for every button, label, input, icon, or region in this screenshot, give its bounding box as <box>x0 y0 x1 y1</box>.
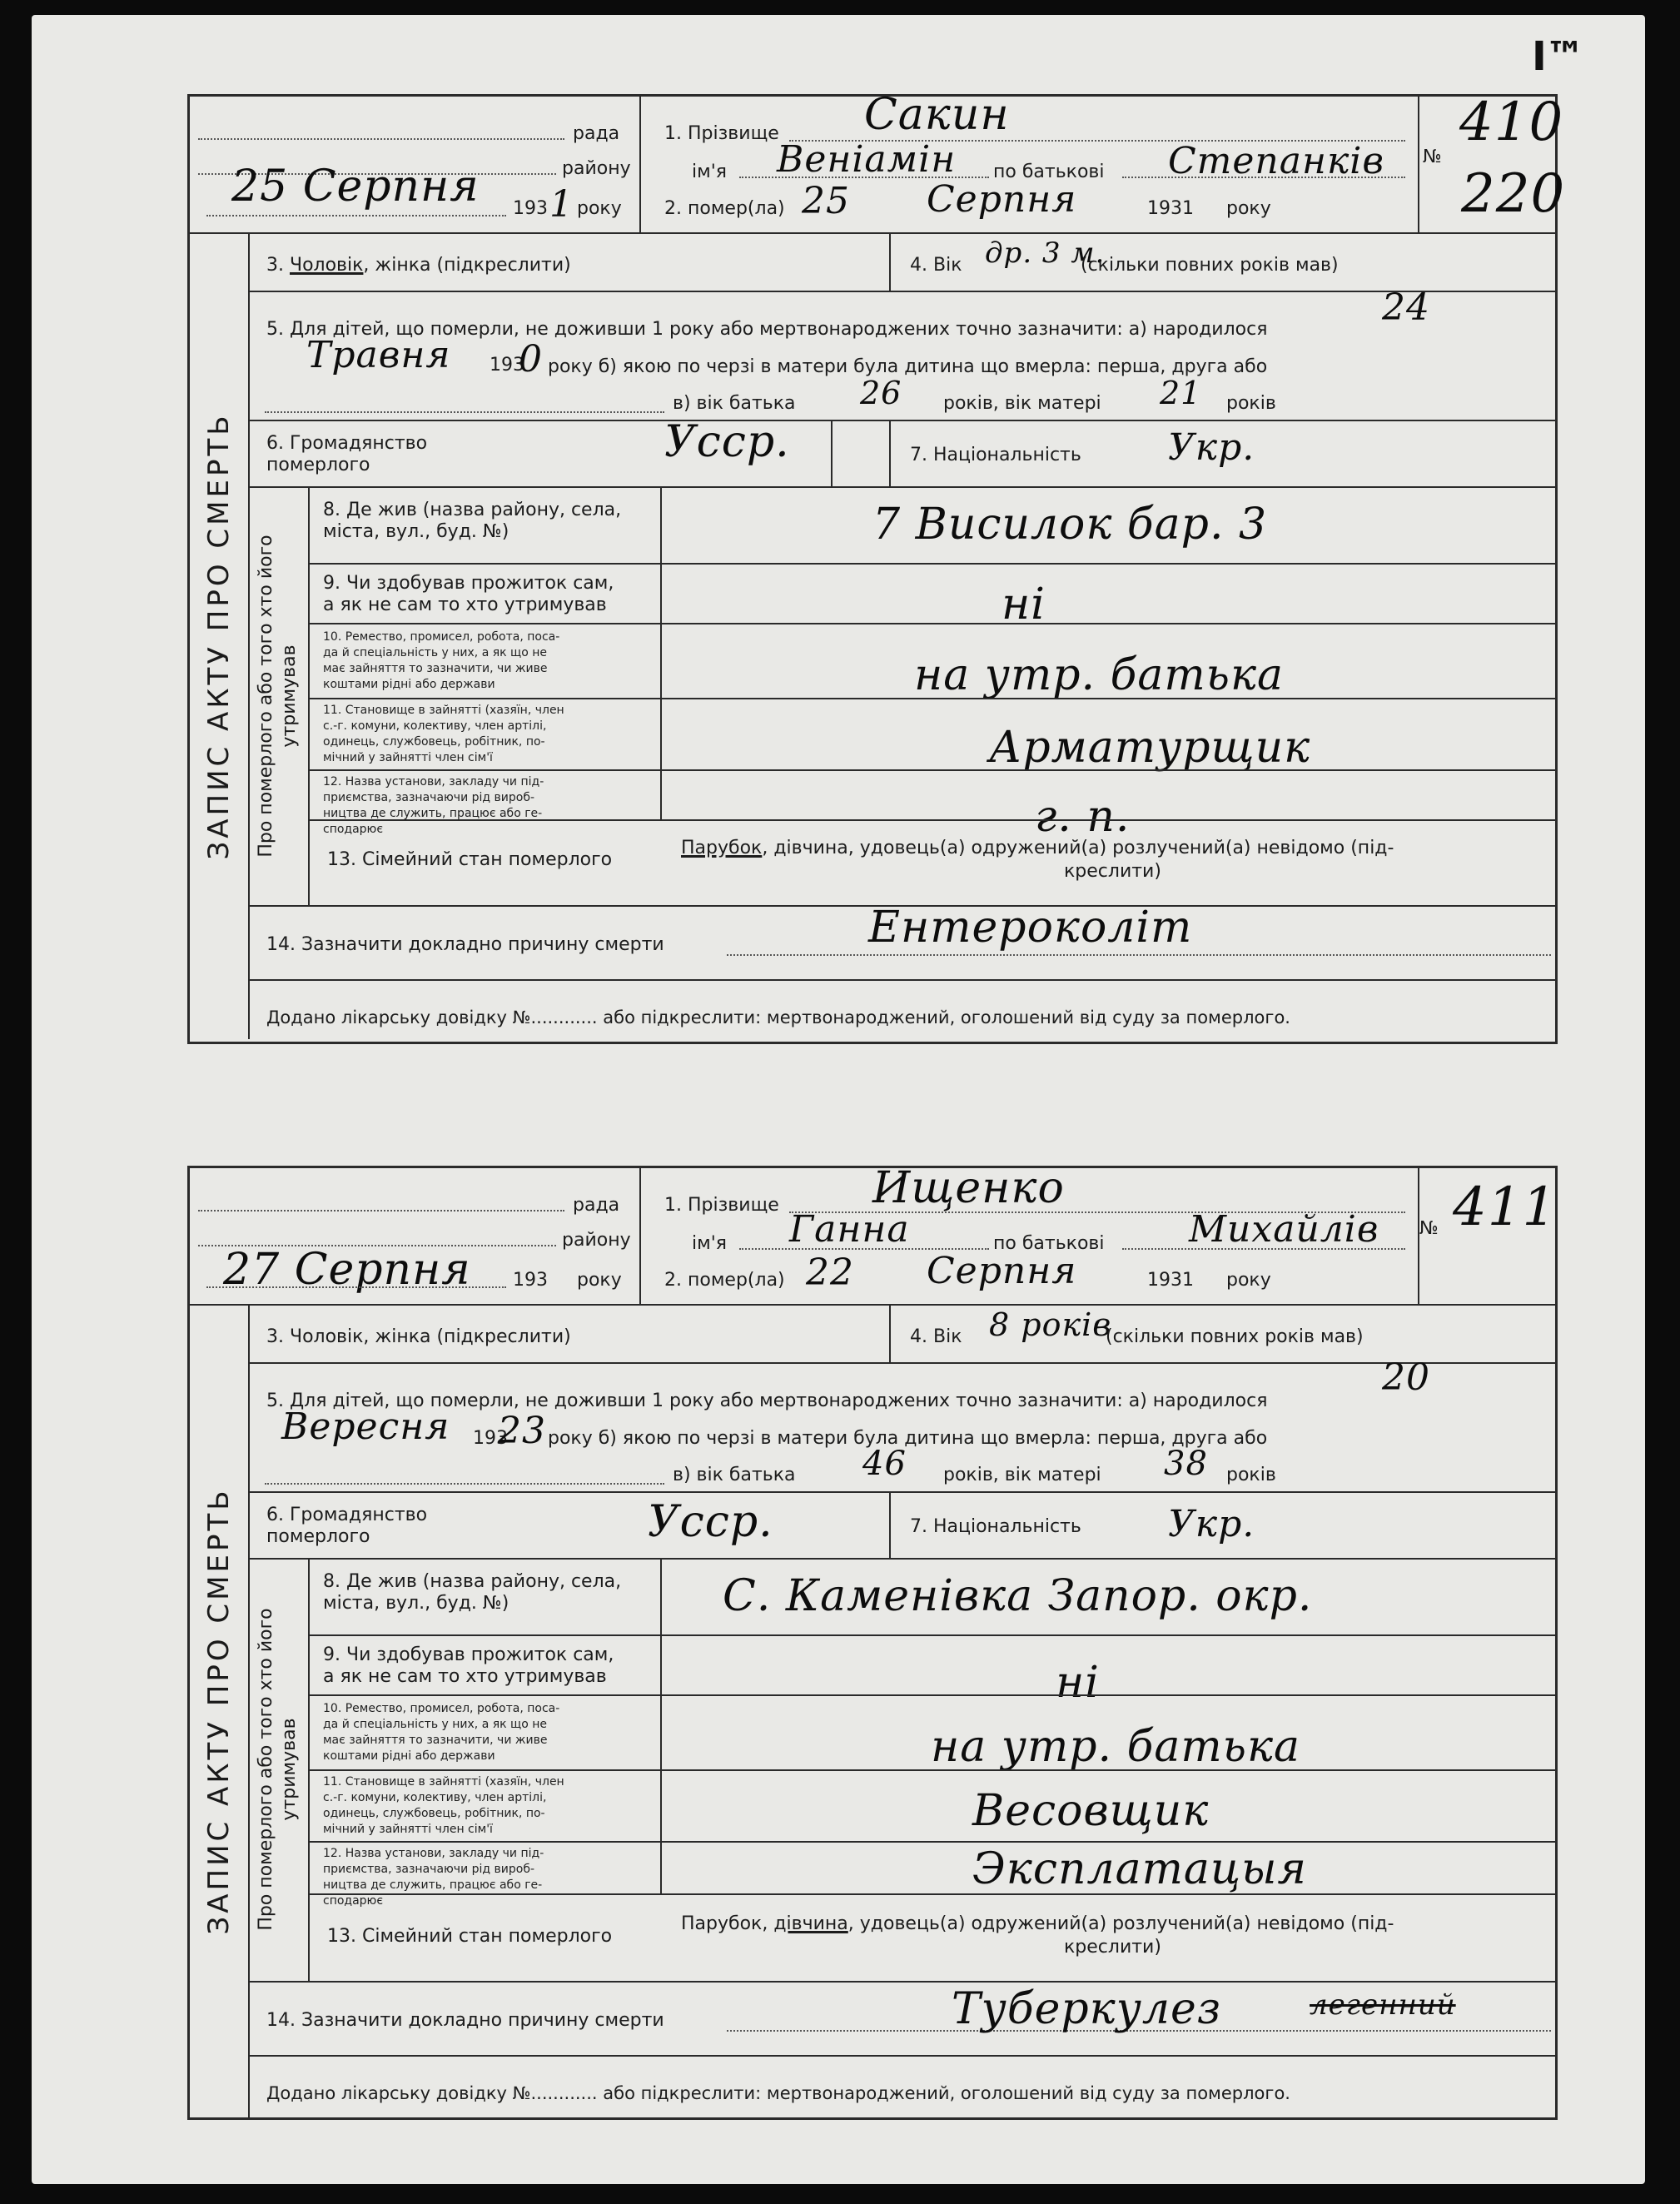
cause-value: Туберкулез <box>952 1984 1222 2034</box>
position-label: 11. Становище в зайнятті (хазяїн, член с.-г. комуни, колективу, член артілі, одинець, службовець, робітник, по- мічний у зайнятті член сім'ї <box>323 704 564 764</box>
rada-label: рада <box>573 1195 620 1216</box>
occupation-value: на утр. батька <box>931 1722 1301 1772</box>
died-month-value: Серпня <box>927 178 1077 221</box>
marital-label: 13. Сімейний стан померлого <box>327 849 613 870</box>
died-label: 2. помер(ла) <box>664 1270 785 1291</box>
mother-age-tail: років <box>1226 393 1276 414</box>
record-header <box>190 90 1566 234</box>
record-number-box <box>1418 1168 1557 1304</box>
about-deceased-column <box>248 1558 310 1981</box>
record-number: 411 <box>1453 1177 1558 1238</box>
side-title-text: ЗАПИС АКТУ ПРО СМЕРТЬ <box>202 411 236 860</box>
death-record-1 <box>187 90 1566 1044</box>
registration-date: 25 Серпня <box>231 162 480 211</box>
name-label: ім'я <box>692 162 727 182</box>
footer-note: Додано лікарську довідку №............ або підкреслити: мертвонароджений, оголошений від суду за померлого. <box>266 1007 1290 1027</box>
nationality-value: Укр. <box>1168 1503 1255 1545</box>
patronymic-value: Степанків <box>1168 140 1384 182</box>
mother-age-value: 38 <box>1164 1445 1208 1483</box>
death-record-2 <box>187 1163 1558 2120</box>
marital-options-tail: креслити) <box>1064 861 1161 882</box>
age-label: 4. Вік <box>910 255 962 276</box>
employer-label: 12. Назва установи, закладу чи під- приємства, зазначаючи рід вироб- ництва де служить, працює або ге- сподарює <box>323 1847 544 1908</box>
age-label-tail: (скільки повних років мав) <box>1081 255 1339 276</box>
infant-line-1: 5. Для дітей, що померли, не доживши 1 року або мертвонароджених точно зазначити: а) народилося <box>266 319 1268 340</box>
footer-note: Додано лікарську довідку №............ або підкреслити: мертвонароджений, оголошений від суду за померлого. <box>266 2083 1290 2103</box>
about-deceased-column <box>248 486 310 905</box>
infant-line-2: року б) якою по черзі в матери була дитина що вмерла: перша, друга або <box>548 1428 1268 1449</box>
marital-options: Парубок, дівчина, удовець(а) одружений(а) розлучений(а) невідомо (під- <box>681 1913 1394 1934</box>
residence-label: 8. Де жив (назва району, села, міста, вул., буд. №) <box>323 1571 622 1614</box>
marital-underlined: дівчина <box>773 1913 848 1934</box>
surname-value: Ищенко <box>872 1163 1065 1213</box>
citizenship-value: Усср. <box>648 1497 773 1547</box>
registration-box <box>190 1168 641 1304</box>
father-age-label: в) вік батька <box>673 393 796 414</box>
age-label-tail: (скільки повних років мав) <box>1106 1326 1364 1347</box>
position-label: 11. Становище в зайнятті (хазяїн, член с.-г. комуни, колективу, член артілі, одинець, службовець, робітник, по- мічний у зайнятті член сім'ї <box>323 1775 564 1836</box>
mother-age-tail: років <box>1226 1465 1276 1485</box>
occupation-label: 10. Ремество, промисел, робота, поса- да й спеціальність у них, а як що не має зайняття то зазначити, чи живе коштами рідні або держави <box>323 1702 560 1763</box>
surname-label: 1. Прізвище <box>664 1195 779 1216</box>
corner-mark: I™ <box>1532 33 1583 80</box>
side-title <box>190 1304 250 2117</box>
nationality-label: 7. Національність <box>910 1516 1081 1537</box>
livelihood-value: ні <box>1056 1658 1100 1708</box>
year-prefix: 193 <box>513 198 548 219</box>
patronymic-label: по батькові <box>993 162 1105 182</box>
position-value: Арматурщик <box>989 723 1311 773</box>
year-prefix: 193 <box>513 1270 548 1291</box>
cause-label: 14. Зазначити докладно причину смерти <box>266 2010 664 2031</box>
age-label: 4. Вік <box>910 1326 962 1347</box>
residence-label: 8. Де жив (назва району, села, міста, вул., буд. №) <box>323 500 622 542</box>
livelihood-value: ні <box>1002 580 1046 629</box>
infant-line-1: 5. Для дітей, що померли, не доживши 1 року або мертвонароджених точно зазначити: а) народилося <box>266 1391 1268 1411</box>
marital-options-tail: креслити) <box>1064 1937 1161 1958</box>
father-age-label: в) вік батька <box>673 1465 796 1485</box>
raion-label: району <box>562 1230 631 1251</box>
position-value: Весовщик <box>972 1786 1210 1836</box>
born-day-value: 24 <box>1382 286 1430 329</box>
died-year: 1931 <box>1147 1270 1194 1291</box>
patronymic-label: по батькові <box>993 1233 1105 1254</box>
name-label: ім'я <box>692 1233 727 1254</box>
nationality-value: Укр. <box>1168 426 1255 469</box>
citizenship-value: Усср. <box>664 417 790 467</box>
citizenship-label: 6. Громадянство померлого <box>266 1505 428 1547</box>
employer-value: Эксплатацыя <box>972 1844 1307 1894</box>
record-number-box <box>1418 92 1566 232</box>
cause-struck: легенний <box>1310 1988 1456 2022</box>
marital-options: Парубок, дівчина, удовець(а) одружений(а) розлучений(а) невідомо (під- <box>681 838 1394 858</box>
name-value: Ганна <box>789 1208 910 1251</box>
mother-age-value: 21 <box>1160 375 1202 411</box>
age-value: 8 років <box>989 1306 1112 1343</box>
born-month-value: Травня <box>306 334 451 376</box>
number-sign: № <box>1423 147 1442 167</box>
father-age-value: 46 <box>862 1445 907 1483</box>
occupation-label: 10. Ремество, промисел, робота, поса- да й спеціальність у них, а як що не має зайняття то зазначити, чи живе коштами рідні або держави <box>323 630 560 691</box>
rada-label: рада <box>573 123 620 144</box>
residence-value: С. Каменівка Запор. окр. <box>723 1571 1313 1621</box>
about-deceased-text: Про померлого або того хто його утримував <box>256 1608 300 1931</box>
occupation-value: на утр. батька <box>914 650 1285 700</box>
died-day-value: 25 <box>802 180 850 222</box>
died-year: 1931 <box>1147 198 1194 219</box>
mother-age-label: років, вік матері <box>943 393 1101 414</box>
employer-label: 12. Назва установи, закладу чи під- приємства, зазначаючи рід вироб- ництва де служить, працює або ге- сподарює <box>323 775 544 836</box>
surname-label: 1. Прізвище <box>664 123 779 144</box>
record-number: 410 <box>1459 92 1564 153</box>
nationality-label: 7. Національність <box>910 445 1081 465</box>
sex-label: 3. Чоловік, жінка (підкреслити) <box>266 1326 571 1347</box>
raion-label: району <box>562 158 631 179</box>
age-value: др. 3 м. <box>985 236 1106 270</box>
died-year-label: року <box>1226 198 1271 219</box>
father-age-value: 26 <box>860 375 902 411</box>
about-deceased-text: Про померлого або того хто його утримував <box>256 534 300 858</box>
registration-year-digit: 1 <box>549 183 574 226</box>
side-title <box>190 232 250 1039</box>
marital-label: 13. Сімейний стан померлого <box>327 1926 613 1947</box>
citizenship-label: 6. Громадянство померлого <box>266 433 428 475</box>
cause-value: Ентероколіт <box>868 903 1193 953</box>
record-header <box>190 1163 1558 1306</box>
born-year-digit: 0 <box>519 338 543 381</box>
employer-value: г. п. <box>1035 792 1131 842</box>
mother-age-label: років, вік матері <box>943 1465 1101 1485</box>
surname-value: Сакин <box>864 90 1010 140</box>
died-year-label: року <box>1226 1270 1271 1291</box>
sex-underlined: Чоловік <box>289 255 364 276</box>
year-label: року <box>577 198 622 219</box>
infant-line-2: року б) якою по черзі в матери була дитина що вмерла: перша, друга або <box>548 356 1268 377</box>
residence-value: 7 Висилок бар. 3 <box>872 500 1268 550</box>
livelihood-label: 9. Чи здобував прожиток сам, а як не сам то хто утримував <box>323 1644 614 1687</box>
registration-date: 27 Серпня <box>223 1245 471 1295</box>
number-sign: № <box>1419 1218 1439 1239</box>
year-label: року <box>577 1270 622 1291</box>
sex-label: 3. Чоловік, жінка (підкреслити) <box>266 255 571 276</box>
born-day-value: 20 <box>1382 1356 1430 1399</box>
livelihood-label: 9. Чи здобував прожиток сам, а як не сам то хто утримував <box>323 573 614 615</box>
born-year-prefix: 193 <box>473 1428 508 1449</box>
died-label: 2. помер(ла) <box>664 198 785 219</box>
born-year-digit: 23 <box>498 1410 546 1452</box>
born-month-value: Вересня <box>281 1405 450 1448</box>
died-day-value: 22 <box>806 1251 854 1294</box>
side-title-text: ЗАПИС АКТУ ПРО СМЕРТЬ <box>202 1486 236 1935</box>
registration-box <box>190 97 641 232</box>
marital-underlined: Парубок <box>681 838 763 858</box>
name-value: Веніамін <box>777 138 957 181</box>
born-year-prefix: 193 <box>490 355 524 376</box>
record-number-alt: 220 <box>1461 163 1566 225</box>
cause-label: 14. Зазначити докладно причину смерти <box>266 934 664 955</box>
died-month-value: Серпня <box>927 1250 1077 1292</box>
patronymic-value: Михайлів <box>1189 1208 1379 1251</box>
